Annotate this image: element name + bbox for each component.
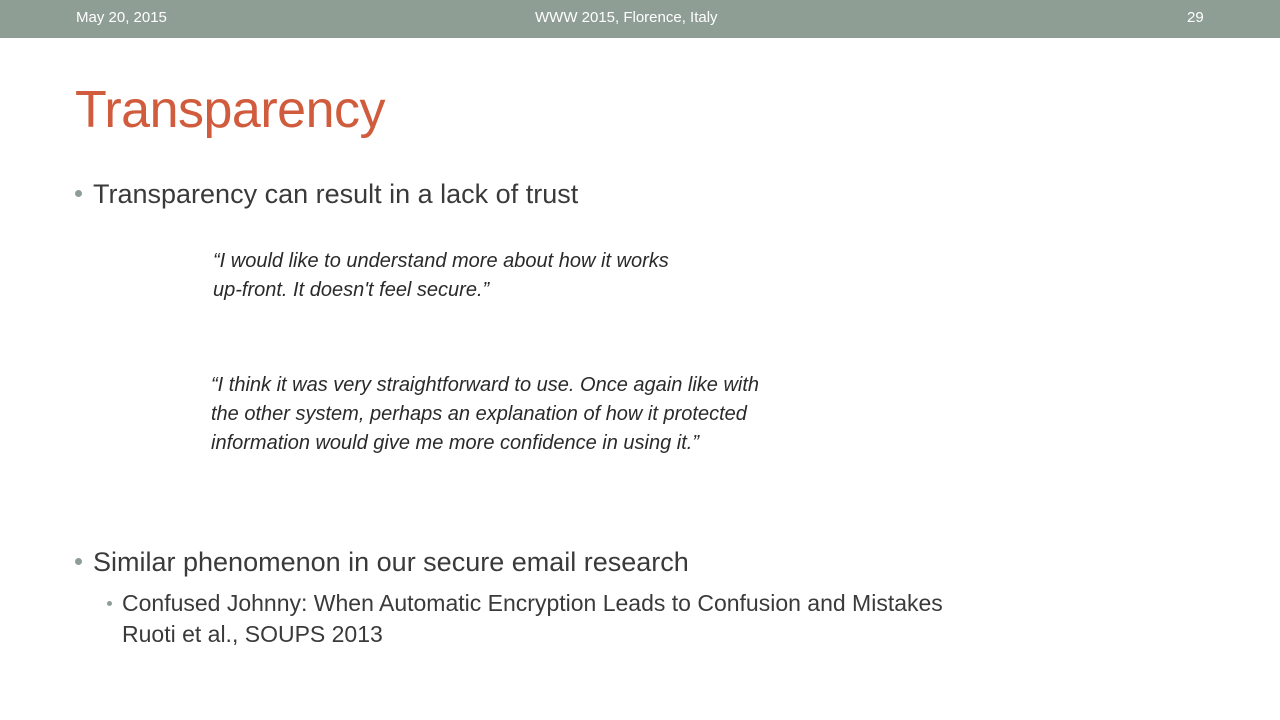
slide-header-bar (0, 0, 1280, 38)
bullet-text: Similar phenomenon in our secure email research (93, 547, 689, 577)
bullet-dot (75, 190, 82, 197)
quote-block: “I think it was very straightforward to use. Once again like with the other system, perhaps an explanation of how it protected information would give me more confidence in using it.” (211, 374, 760, 454)
header-conference: WWW 2015, Florence, Italy (535, 9, 718, 26)
slide-title: Transparency (75, 81, 385, 139)
quote-block: “I would like to understand more about how it works up-front. It doesn't feel secure.” (213, 250, 669, 301)
bullet-dot (75, 558, 82, 565)
bullet-text: Transparency can result in a lack of trust (93, 179, 579, 209)
header-page-number: 29 (1187, 9, 1204, 26)
bullet-dot (107, 601, 112, 606)
sub-bullet-text: Confused Johnny: When Automatic Encryption Leads to Confusion and Mistakes Ruoti et al., SOUPS 2013 (122, 590, 943, 647)
header-date: May 20, 2015 (76, 9, 167, 26)
